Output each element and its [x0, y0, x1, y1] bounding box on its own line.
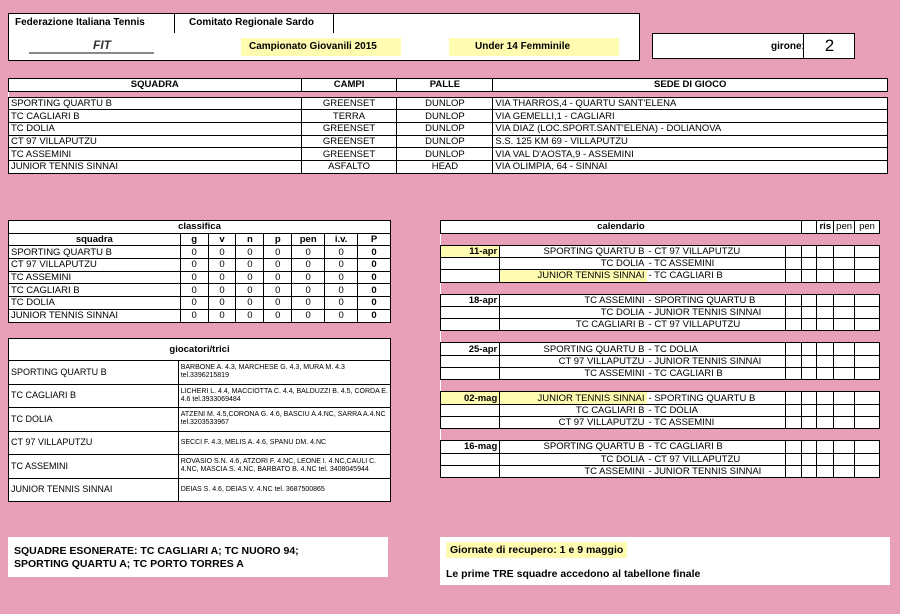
pen-cell: [834, 416, 855, 428]
teams-header-cell: SEDE DI GIOCO: [493, 79, 888, 92]
ris-cell: [817, 368, 834, 380]
classifica-cell: 0: [208, 309, 236, 322]
calendario-header-row: [441, 221, 880, 234]
classifica-cell: 0: [325, 246, 358, 259]
match-away: - TC CAGLIARI B: [647, 270, 786, 282]
classifica-cell: 0: [208, 259, 236, 272]
ris-cell: [817, 294, 834, 306]
classifica-cell: 0: [180, 309, 208, 322]
match-away: - TC DOLIA: [647, 404, 786, 416]
classifica-cell: 0: [236, 284, 264, 297]
classifica-cell: 0: [358, 246, 391, 259]
classifica-cell: 0: [180, 271, 208, 284]
pen-cell: [834, 355, 855, 367]
pen-cell: [834, 392, 855, 404]
match-away: - CT 97 VILLAPUTZU: [647, 453, 786, 465]
team-row: [9, 110, 888, 123]
pen-cell: [834, 343, 855, 355]
calendario-spacer: [801, 221, 817, 234]
classifica-cell: 0: [358, 259, 391, 272]
match-date: [441, 319, 500, 331]
classifica-cell: 0: [236, 271, 264, 284]
giocatori-players: LICHERI L. 4.4, MACCIOTTA C. 4.4, BALDUZZI B. 4.5, CORDA E. 4.6 tel.3933069484: [178, 384, 390, 408]
classifica-header-cell: squadra: [9, 233, 181, 246]
ris-cell: [817, 441, 834, 453]
ris-cell: [817, 343, 834, 355]
match-home: CT 97 VILLAPUTZU: [500, 416, 647, 428]
match-row: [441, 404, 880, 416]
match-away: - JUNIOR TENNIS SINNAI: [647, 355, 786, 367]
giocatori-team: CT 97 VILLAPUTZU: [9, 431, 179, 455]
classifica-cell: 0: [325, 259, 358, 272]
match-spacer: [786, 257, 802, 269]
match-row: [441, 453, 880, 465]
classifica-cell: 0: [236, 309, 264, 322]
match-away: - SPORTING QUARTU B: [647, 294, 786, 306]
teams-header-row: [9, 79, 888, 92]
team-cell: SPORTING QUARTU B: [9, 97, 302, 110]
match-away: - TC CAGLIARI B: [647, 368, 786, 380]
fit-logo: [29, 38, 159, 54]
team-cell: JUNIOR TENNIS SINNAI: [9, 161, 302, 174]
match-home: JUNIOR TENNIS SINNAI: [500, 270, 647, 282]
team-cell: DUNLOP: [397, 148, 493, 161]
classifica-header-cell: v: [208, 233, 236, 246]
match-away: - TC CAGLIARI B: [647, 441, 786, 453]
classifica-cell: 0: [358, 297, 391, 310]
classifica-cell: TC CAGLIARI B: [9, 284, 181, 297]
pen-cell: [834, 270, 855, 282]
match-date: 02-mag: [441, 392, 500, 404]
classifica-title-row: [9, 221, 391, 234]
match-spacer: [786, 404, 802, 416]
team-cell: TERRA: [301, 110, 397, 123]
ris-header: ris: [817, 221, 834, 234]
classifica-row: [9, 271, 391, 284]
classifica-cell: 0: [180, 259, 208, 272]
classifica-header-cell: n: [236, 233, 264, 246]
team-cell: S.S. 125 KM 69 - VILLAPUTZU: [493, 135, 888, 148]
match-away: - CT 97 VILLAPUTZU: [647, 319, 786, 331]
team-cell: VIA VAL D'AOSTA,9 - ASSEMINI: [493, 148, 888, 161]
match-home: SPORTING QUARTU B: [500, 441, 647, 453]
team-cell: VIA DIAZ (LOC.SPORT.SANT'ELENA) - DOLIANOVA: [493, 123, 888, 136]
classifica-cell: 0: [264, 259, 292, 272]
classifica-cell: 0: [264, 309, 292, 322]
recupero-line: [446, 542, 627, 558]
team-row: [9, 161, 888, 174]
classifica-header-cell: P: [358, 233, 391, 246]
giocatori-team: TC DOLIA: [9, 408, 179, 432]
classifica-row: [9, 246, 391, 259]
pen-cell: [855, 453, 880, 465]
match-spacer: [801, 343, 817, 355]
match-spacer: [786, 453, 802, 465]
match-home: JUNIOR TENNIS SINNAI: [500, 392, 647, 404]
classifica-cell: 0: [325, 271, 358, 284]
match-home: TC ASSEMINI: [500, 465, 647, 477]
classifica-cell: 0: [264, 297, 292, 310]
giocatori-row: [9, 478, 391, 502]
match-row: [441, 245, 880, 257]
match-date: [441, 453, 500, 465]
match-home: CT 97 VILLAPUTZU: [500, 355, 647, 367]
classifica-table: [8, 220, 391, 323]
match-away: - TC ASSEMINI: [647, 416, 786, 428]
classifica-cell: 0: [208, 297, 236, 310]
classifica-cell: 0: [208, 271, 236, 284]
classifica-cell: 0: [264, 246, 292, 259]
team-cell: TC ASSEMINI: [9, 148, 302, 161]
match-home: TC CAGLIARI B: [500, 319, 647, 331]
match-spacer: [786, 416, 802, 428]
giocatori-team: SPORTING QUARTU B: [9, 361, 179, 385]
comitato-label: Comitato Regionale Sardo: [189, 17, 315, 28]
match-away: - CT 97 VILLAPUTZU: [647, 245, 786, 257]
recupero-date: 9 maggio: [577, 544, 624, 556]
team-row: [9, 135, 888, 148]
match-spacer: [786, 319, 802, 331]
calendario-title: calendario: [441, 221, 802, 234]
match-date: [441, 270, 500, 282]
pen-cell: [855, 392, 880, 404]
calendario-table: [440, 220, 880, 478]
match-spacer: [786, 245, 802, 257]
ris-cell: [817, 245, 834, 257]
giocatori-players: BARBONE A. 4.3, MARCHESE G. 4.3, MURA M. 4.3 tel.3396215819: [178, 361, 390, 385]
ris-cell: [817, 306, 834, 318]
giocatori-players: DEIAS S. 4.6, DEIAS V. 4.NC tel. 3687500865: [178, 478, 390, 502]
classifica-cell: 0: [292, 271, 325, 284]
girone-value: 2: [803, 34, 855, 58]
classifica-cell: CT 97 VILLAPUTZU: [9, 259, 181, 272]
pen-header: pen: [834, 221, 855, 234]
match-date: 25-apr: [441, 343, 500, 355]
esonerate-box: [8, 537, 388, 577]
pen-cell: [855, 294, 880, 306]
match-spacer: [786, 465, 802, 477]
match-spacer: [801, 416, 817, 428]
classifica-row: [9, 309, 391, 322]
classifica-cell: 0: [292, 284, 325, 297]
match-date: [441, 368, 500, 380]
team-cell: VIA GEMELLI,1 - CAGLIARI: [493, 110, 888, 123]
classifica-cell: 0: [264, 284, 292, 297]
pen-cell: [855, 355, 880, 367]
match-home: TC CAGLIARI B: [500, 404, 647, 416]
match-spacer: [801, 465, 817, 477]
teams-header-cell: CAMPI: [301, 79, 397, 92]
match-spacer: [786, 306, 802, 318]
classifica-header-cell: i.v.: [325, 233, 358, 246]
match-spacer: [786, 441, 802, 453]
match-spacer: [801, 270, 817, 282]
match-row: [441, 355, 880, 367]
pen-cell: [855, 441, 880, 453]
match-spacer: [786, 392, 802, 404]
classifica-header-cell: pen: [292, 233, 325, 246]
team-cell: ASFALTO: [301, 161, 397, 174]
ris-cell: [817, 392, 834, 404]
match-spacer: [801, 294, 817, 306]
match-spacer: [801, 319, 817, 331]
giocatori-row: [9, 455, 391, 479]
classifica-cell: JUNIOR TENNIS SINNAI: [9, 309, 181, 322]
pen-cell: [855, 416, 880, 428]
ris-cell: [817, 416, 834, 428]
match-row: [441, 257, 880, 269]
giocatori-players: SECCI F. 4.3, MELIS A. 4.6, SPANU DM. 4.NC: [178, 431, 390, 455]
classifica-cell: 0: [292, 309, 325, 322]
match-away: - SPORTING QUARTU B: [647, 392, 786, 404]
match-spacer: [786, 355, 802, 367]
classifica-header-row: [9, 233, 391, 246]
giocatori-table: [8, 338, 391, 502]
campionato-label: Campionato Giovanili 2015: [249, 41, 377, 52]
team-cell: DUNLOP: [397, 110, 493, 123]
match-spacer: [801, 257, 817, 269]
giocatori-team: JUNIOR TENNIS SINNAI: [9, 478, 179, 502]
classifica-cell: 0: [208, 284, 236, 297]
match-row: [441, 343, 880, 355]
pen-cell: [834, 294, 855, 306]
ris-cell: [817, 257, 834, 269]
team-cell: TC CAGLIARI B: [9, 110, 302, 123]
classifica-row: [9, 297, 391, 310]
team-cell: VIA OLIMPIA, 64 - SINNAI: [493, 161, 888, 174]
giocatori-row: [9, 384, 391, 408]
match-away: - JUNIOR TENNIS SINNAI: [647, 306, 786, 318]
match-spacer: [786, 368, 802, 380]
ris-cell: [817, 270, 834, 282]
pen-cell: [855, 465, 880, 477]
pen-cell: [834, 245, 855, 257]
qualification-note: Le prime TRE squadre accedono al tabellone finale: [446, 568, 701, 580]
teams-header-cell: SQUADRA: [9, 79, 302, 92]
pen-cell: [855, 343, 880, 355]
classifica-row: [9, 284, 391, 297]
match-date: 18-apr: [441, 294, 500, 306]
classifica-cell: 0: [292, 259, 325, 272]
match-spacer: [801, 245, 817, 257]
classifica-cell: 0: [358, 309, 391, 322]
match-away: - JUNIOR TENNIS SINNAI: [647, 465, 786, 477]
ris-cell: [817, 404, 834, 416]
giocatori-team: TC ASSEMINI: [9, 455, 179, 479]
fit-logo-text: FIT: [93, 38, 111, 52]
pen-header: pen: [855, 221, 880, 234]
team-cell: GREENSET: [301, 148, 397, 161]
match-spacer: [801, 392, 817, 404]
match-date: [441, 306, 500, 318]
pen-cell: [855, 245, 880, 257]
team-row: [9, 123, 888, 136]
pen-cell: [855, 404, 880, 416]
team-cell: HEAD: [397, 161, 493, 174]
match-spacer: [786, 294, 802, 306]
match-home: TC ASSEMINI: [500, 368, 647, 380]
team-cell: GREENSET: [301, 123, 397, 136]
classifica-cell: 0: [208, 246, 236, 259]
classifica-cell: 0: [236, 246, 264, 259]
giocatori-players: ROVASIO S.N. 4.6, ATZORI F. 4.NC, LEONE I. 4.NC,CAULI C. 4.NC, MASCIA S. 4.NC, BARBATO B. 4.NC tel. 3408045944: [178, 455, 390, 479]
girone-box: [652, 33, 855, 59]
team-cell: TC DOLIA: [9, 123, 302, 136]
team-cell: GREENSET: [301, 135, 397, 148]
pen-cell: [855, 306, 880, 318]
match-home: SPORTING QUARTU B: [500, 245, 647, 257]
giocatori-row: [9, 361, 391, 385]
recupero-box: [440, 537, 890, 585]
categoria-label: Under 14 Femminile: [475, 41, 571, 52]
match-date: [441, 404, 500, 416]
esonerate-line2: SPORTING QUARTU A; TC PORTO TORRES A: [14, 558, 244, 570]
match-home: TC DOLIA: [500, 306, 647, 318]
teams-table: [8, 78, 888, 174]
classifica-cell: 0: [325, 284, 358, 297]
classifica-title: classifica: [9, 221, 391, 234]
match-row: [441, 441, 880, 453]
classifica-cell: 0: [236, 259, 264, 272]
match-spacer: [801, 306, 817, 318]
classifica-header-cell: g: [180, 233, 208, 246]
team-cell: DUNLOP: [397, 135, 493, 148]
match-away: - TC ASSEMINI: [647, 257, 786, 269]
team-cell: DUNLOP: [397, 97, 493, 110]
classifica-row: [9, 259, 391, 272]
team-row: [9, 97, 888, 110]
classifica-cell: TC ASSEMINI: [9, 271, 181, 284]
team-row: [9, 148, 888, 161]
classifica-cell: TC DOLIA: [9, 297, 181, 310]
match-date: [441, 416, 500, 428]
giocatori-title-row: [9, 339, 391, 361]
team-cell: VIA THARROS,4 - QUARTU SANT'ELENA: [493, 97, 888, 110]
ris-cell: [817, 453, 834, 465]
classifica-cell: 0: [292, 297, 325, 310]
match-row: [441, 294, 880, 306]
match-home: TC ASSEMINI: [500, 294, 647, 306]
ris-cell: [817, 319, 834, 331]
teams-header-cell: PALLE: [397, 79, 493, 92]
classifica-cell: 0: [358, 271, 391, 284]
match-row: [441, 306, 880, 318]
federazione-label: Federazione Italiana Tennis: [15, 17, 145, 28]
giocatori-title: giocatori/trici: [9, 339, 391, 361]
classifica-cell: 0: [292, 246, 325, 259]
match-row: [441, 392, 880, 404]
team-cell: CT 97 VILLAPUTZU: [9, 135, 302, 148]
pen-cell: [834, 306, 855, 318]
match-spacer: [801, 355, 817, 367]
pen-cell: [855, 368, 880, 380]
match-date: [441, 355, 500, 367]
classifica-cell: 0: [180, 297, 208, 310]
giocatori-players: ATZENI M. 4.5,CORONA G. 4.6, BASCIU A.4.NC, SARRA A.4.NC tel.3203533967: [178, 408, 390, 432]
classifica-cell: 0: [358, 284, 391, 297]
classifica-cell: 0: [264, 271, 292, 284]
team-cell: DUNLOP: [397, 123, 493, 136]
match-spacer: [801, 404, 817, 416]
pen-cell: [834, 257, 855, 269]
classifica-header-cell: p: [264, 233, 292, 246]
team-cell: GREENSET: [301, 97, 397, 110]
match-spacer: [786, 343, 802, 355]
pen-cell: [834, 441, 855, 453]
match-date: [441, 465, 500, 477]
match-home: TC DOLIA: [500, 257, 647, 269]
giocatori-team: TC CAGLIARI B: [9, 384, 179, 408]
ris-cell: [817, 355, 834, 367]
header-box: [8, 13, 640, 61]
match-home: TC DOLIA: [500, 453, 647, 465]
match-home: SPORTING QUARTU B: [500, 343, 647, 355]
classifica-cell: SPORTING QUARTU B: [9, 246, 181, 259]
match-date: 16-mag: [441, 441, 500, 453]
match-row: [441, 416, 880, 428]
giocatori-row: [9, 431, 391, 455]
match-row: [441, 368, 880, 380]
match-spacer: [801, 453, 817, 465]
match-date: 11-apr: [441, 245, 500, 257]
classifica-cell: 0: [325, 297, 358, 310]
pen-cell: [855, 270, 880, 282]
classifica-cell: 0: [180, 284, 208, 297]
pen-cell: [834, 453, 855, 465]
pen-cell: [834, 319, 855, 331]
classifica-cell: 0: [325, 309, 358, 322]
pen-cell: [834, 465, 855, 477]
giocatori-row: [9, 408, 391, 432]
match-date: [441, 257, 500, 269]
pen-cell: [855, 319, 880, 331]
match-row: [441, 465, 880, 477]
match-spacer: [801, 441, 817, 453]
classifica-cell: 0: [180, 246, 208, 259]
match-row: [441, 319, 880, 331]
match-row: [441, 270, 880, 282]
pen-cell: [855, 257, 880, 269]
match-spacer: [786, 270, 802, 282]
match-spacer: [801, 368, 817, 380]
esonerate-line1: SQUADRE ESONERATE: TC CAGLIARI A; TC NUORO 94;: [14, 545, 299, 557]
pen-cell: [834, 404, 855, 416]
match-away: - TC DOLIA: [647, 343, 786, 355]
ris-cell: [817, 465, 834, 477]
recupero-prefix: Giornate di recupero: 1 e: [450, 544, 578, 556]
pen-cell: [834, 368, 855, 380]
girone-label: girone:: [771, 41, 805, 52]
classifica-cell: 0: [236, 297, 264, 310]
